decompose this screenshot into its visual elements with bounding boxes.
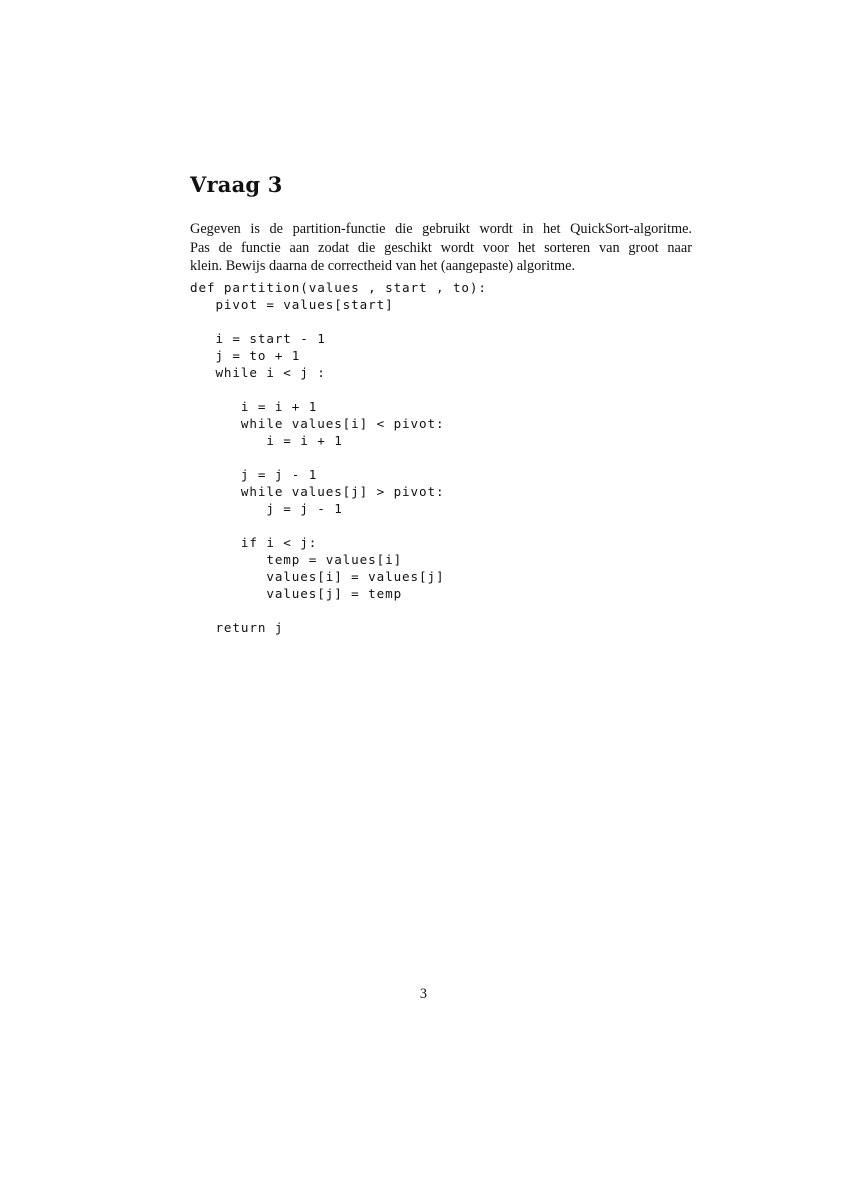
code-line: pivot = values[start] xyxy=(190,297,394,312)
code-line: j = to + 1 xyxy=(190,348,301,363)
question-title: Vraag 3 xyxy=(190,172,283,197)
code-line: while i < j : xyxy=(190,365,326,380)
code-line: values[i] = values[j] xyxy=(190,569,445,584)
code-line: return j xyxy=(190,620,284,635)
intro-line: klein. Bewijs daarna de correctheid van het (aangepaste) algoritme. xyxy=(190,258,576,274)
code-block xyxy=(190,279,487,636)
intro-line: Gegeven is de partition-functie die gebruikt wordt in het QuickSort-algoritme. xyxy=(190,221,692,237)
code-line: while values[j] > pivot: xyxy=(190,484,445,499)
question-intro xyxy=(190,220,710,276)
code-line xyxy=(190,517,487,534)
code-line: def partition(values , start , to): xyxy=(190,280,487,295)
page-number: 3 xyxy=(419,986,428,1002)
code-line xyxy=(190,602,487,619)
code-line: j = j - 1 xyxy=(190,467,318,482)
code-line: temp = values[i] xyxy=(190,552,403,567)
code-line xyxy=(190,449,487,466)
code-line: if i < j: xyxy=(190,535,318,550)
intro-line: Pas de functie aan zodat die geschikt wordt voor het sorteren van groot naar xyxy=(190,239,692,256)
code-line: i = i + 1 xyxy=(190,433,343,448)
code-line: while values[i] < pivot: xyxy=(190,416,445,431)
code-line: values[j] = temp xyxy=(190,586,403,601)
code-line xyxy=(190,313,487,330)
code-line: j = j - 1 xyxy=(190,501,343,516)
code-line: i = start - 1 xyxy=(190,331,326,346)
code-line: i = i + 1 xyxy=(190,399,318,414)
code-line xyxy=(190,381,487,398)
